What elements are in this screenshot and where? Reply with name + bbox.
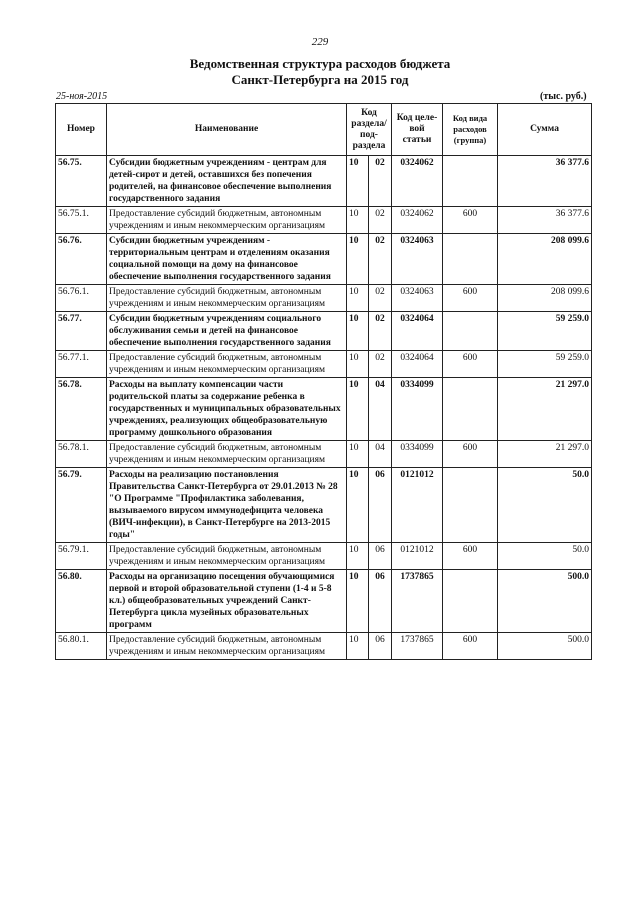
row-number: 56.80.	[56, 570, 107, 633]
row-target: 0121012	[392, 543, 443, 570]
row-section: 10	[347, 351, 369, 378]
row-expense-type: 600	[443, 207, 498, 234]
row-expense-type: 600	[443, 351, 498, 378]
row-number: 56.79.1.	[56, 543, 107, 570]
row-target: 0324063	[392, 285, 443, 312]
row-number: 56.80.1.	[56, 633, 107, 660]
row-sum: 59 259.0	[498, 312, 592, 351]
row-section: 10	[347, 441, 369, 468]
row-subsection: 06	[369, 633, 392, 660]
row-section: 10	[347, 633, 369, 660]
row-subsection: 02	[369, 156, 392, 207]
document-title	[0, 56, 640, 88]
row-section: 10	[347, 468, 369, 543]
row-number: 56.76.	[56, 234, 107, 285]
row-number: 56.78.1.	[56, 441, 107, 468]
row-expense-type	[443, 570, 498, 633]
row-subsection: 02	[369, 234, 392, 285]
row-name: Расходы на организацию посещения обучающимися первой и второй образовательной ступени (1-4 и 5-8 кл.) общеобразовательных учреждений Санкт-Петербурга цикла музейных образовательных программ	[107, 570, 347, 633]
row-name: Предоставление субсидий бюджетным, автономным учреждениям и иным некоммерческим организациям	[107, 633, 347, 660]
row-section: 10	[347, 156, 369, 207]
row-name: Субсидии бюджетным учреждениям - территориальным центрам и отделениям оказания социальной помощи на дому на финансовое обеспечение выполнения государственного задания	[107, 234, 347, 285]
table-row	[56, 633, 592, 660]
row-expense-type	[443, 312, 498, 351]
row-section: 10	[347, 285, 369, 312]
header-sum: Сумма	[498, 104, 592, 156]
row-subsection: 04	[369, 378, 392, 441]
header-number: Номер	[56, 104, 107, 156]
table-row	[56, 207, 592, 234]
table-row	[56, 156, 592, 207]
row-name: Предоставление субсидий бюджетным, автономным учреждениям и иным некоммерческим организациям	[107, 543, 347, 570]
row-subsection: 06	[369, 468, 392, 543]
table-row	[56, 285, 592, 312]
row-number: 56.77.	[56, 312, 107, 351]
row-section: 10	[347, 378, 369, 441]
row-sum: 36 377.6	[498, 207, 592, 234]
row-number: 56.78.	[56, 378, 107, 441]
budget-table-body	[56, 156, 592, 660]
budget-table	[55, 103, 592, 660]
row-sum: 208 099.6	[498, 234, 592, 285]
row-sum: 50.0	[498, 543, 592, 570]
table-row	[56, 312, 592, 351]
row-expense-type	[443, 468, 498, 543]
row-name: Субсидии бюджетным учреждениям социального обслуживания семьи и детей на финансовое обеспечение выполнения государственного задания	[107, 312, 347, 351]
row-target: 0324063	[392, 234, 443, 285]
table-header-row	[56, 104, 592, 156]
table-row	[56, 570, 592, 633]
table-row	[56, 378, 592, 441]
row-target: 0121012	[392, 468, 443, 543]
row-sum: 500.0	[498, 633, 592, 660]
row-subsection: 06	[369, 543, 392, 570]
row-subsection: 06	[369, 570, 392, 633]
row-target: 0324064	[392, 351, 443, 378]
row-expense-type	[443, 378, 498, 441]
table-row	[56, 234, 592, 285]
row-expense-type: 600	[443, 285, 498, 312]
row-expense-type: 600	[443, 633, 498, 660]
row-section: 10	[347, 570, 369, 633]
row-subsection: 02	[369, 312, 392, 351]
row-name: Предоставление субсидий бюджетным, автономным учреждениям и иным некоммерческим организациям	[107, 441, 347, 468]
row-number: 56.79.	[56, 468, 107, 543]
row-expense-type: 600	[443, 441, 498, 468]
row-section: 10	[347, 543, 369, 570]
row-target: 1737865	[392, 633, 443, 660]
row-name: Предоставление субсидий бюджетным, автономным учреждениям и иным некоммерческим организациям	[107, 285, 347, 312]
row-sum: 50.0	[498, 468, 592, 543]
table-row	[56, 351, 592, 378]
header-section: Код раздела/ под-раздела	[347, 104, 392, 156]
title-line-1: Ведомственная структура расходов бюджета	[189, 56, 451, 71]
row-sum: 36 377.6	[498, 156, 592, 207]
row-subsection: 02	[369, 207, 392, 234]
header-expense-type: Код вида расходов (группа)	[443, 104, 498, 156]
row-section: 10	[347, 234, 369, 285]
row-section: 10	[347, 207, 369, 234]
row-target: 0324062	[392, 207, 443, 234]
units-label: (тыс. руб.)	[540, 91, 587, 102]
title-line-2: Санкт-Петербурга на 2015 год	[231, 72, 409, 87]
table-row	[56, 543, 592, 570]
row-subsection: 04	[369, 441, 392, 468]
row-number: 56.76.1.	[56, 285, 107, 312]
row-name: Расходы на выплату компенсации части родительской платы за содержание ребенка в государственных и муниципальных образовательных учреждениях, реализующих общеобразовательную программу дошкольного образования	[107, 378, 347, 441]
row-sum: 208 099.6	[498, 285, 592, 312]
row-sum: 21 297.0	[498, 441, 592, 468]
row-section: 10	[347, 312, 369, 351]
row-expense-type	[443, 156, 498, 207]
document-date: 25-ноя-2015	[56, 91, 108, 102]
row-subsection: 02	[369, 351, 392, 378]
row-target: 0324062	[392, 156, 443, 207]
header-target: Код целе-вой статьи	[392, 104, 443, 156]
row-target: 0334099	[392, 441, 443, 468]
row-target: 0334099	[392, 378, 443, 441]
row-subsection: 02	[369, 285, 392, 312]
row-number: 56.75.	[56, 156, 107, 207]
row-sum: 21 297.0	[498, 378, 592, 441]
row-expense-type: 600	[443, 543, 498, 570]
header-name: Наименование	[107, 104, 347, 156]
row-number: 56.77.1.	[56, 351, 107, 378]
row-name: Предоставление субсидий бюджетным, автономным учреждениям и иным некоммерческим организациям	[107, 351, 347, 378]
row-name: Субсидии бюджетным учреждениям - центрам для детей-сирот и детей, оставшихся без попечения родителей, на финансовое обеспечение выполнения государственного задания	[107, 156, 347, 207]
row-name: Предоставление субсидий бюджетным, автономным учреждениям и иным некоммерческим организациям	[107, 207, 347, 234]
row-number: 56.75.1.	[56, 207, 107, 234]
row-name: Расходы на реализацию постановления Правительства Санкт-Петербурга от 29.01.2013 № 28 "О Программе "Профилактика заболевания, вызываемого вирусом иммунодефицита человека (ВИЧ-инфекции), в Санкт-Петербурге на 2013-2015 годы"	[107, 468, 347, 543]
row-sum: 59 259.0	[498, 351, 592, 378]
row-sum: 500.0	[498, 570, 592, 633]
row-expense-type	[443, 234, 498, 285]
table-row	[56, 441, 592, 468]
row-target: 1737865	[392, 570, 443, 633]
table-row	[56, 468, 592, 543]
page-number: 229	[311, 36, 329, 48]
row-target: 0324064	[392, 312, 443, 351]
